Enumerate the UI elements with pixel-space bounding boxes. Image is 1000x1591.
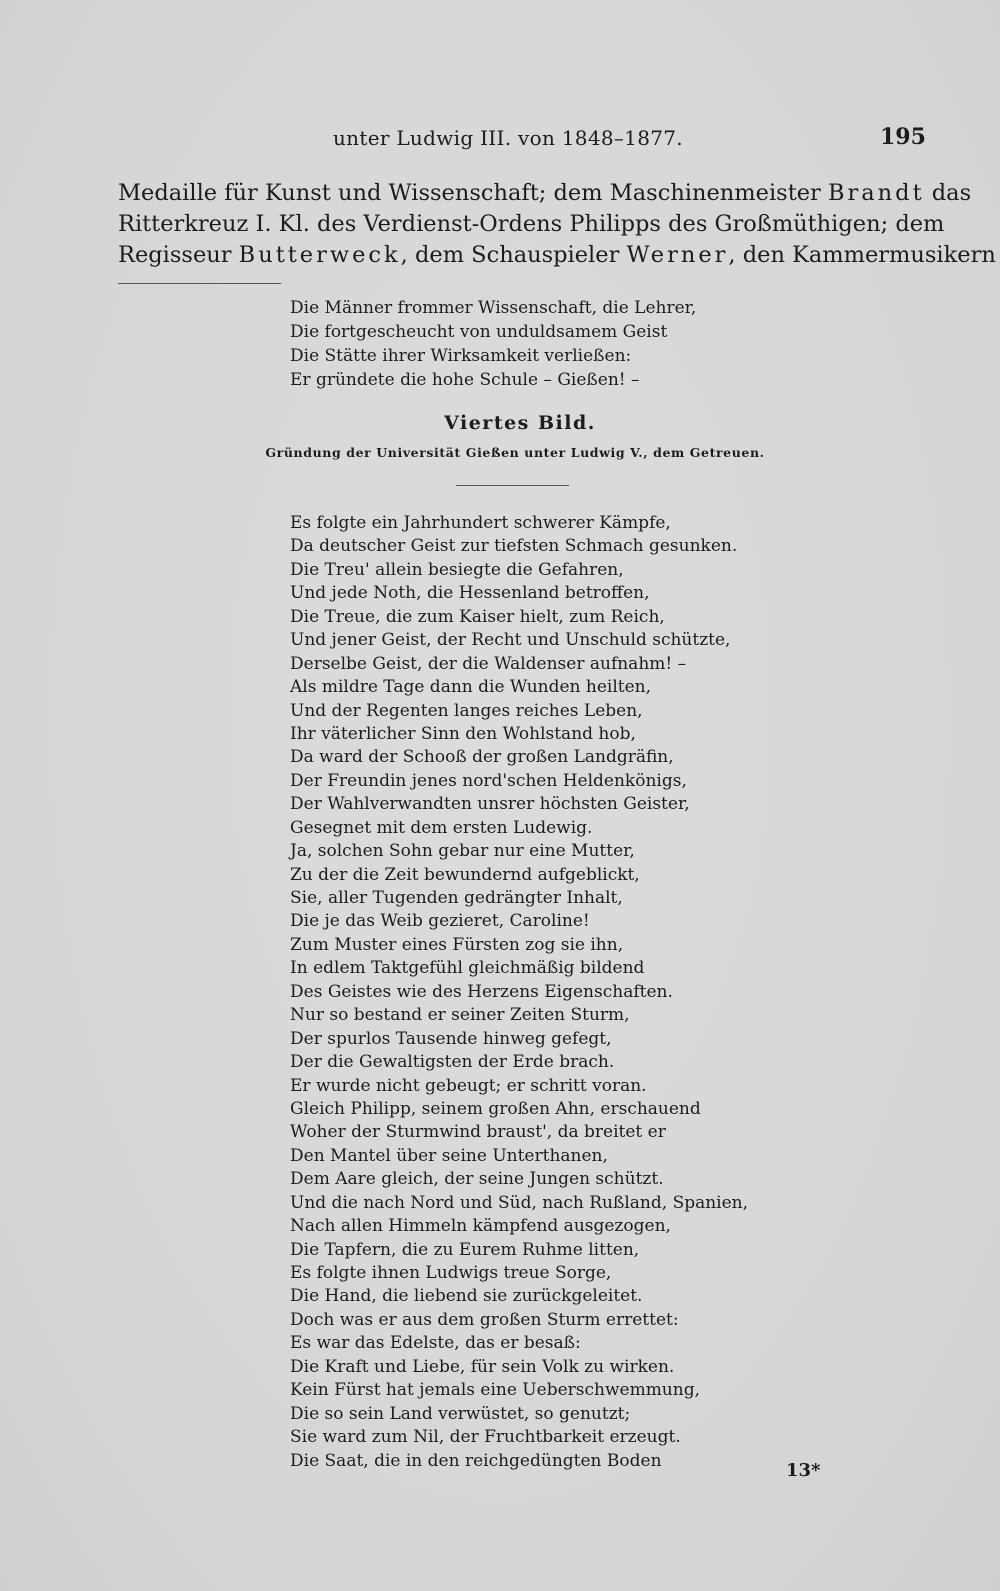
- verse-line: Gesegnet mit dem ersten Ludewig.: [290, 817, 593, 838]
- section-subheading: Gründung der Universität Gießen unter Ludwig V., dem Getreuen.: [265, 445, 765, 460]
- footnote-rule: [118, 283, 281, 284]
- printer-signature: 13*: [786, 1460, 821, 1481]
- verse-line: Es folgte ihnen Ludwigs treue Sorge,: [290, 1263, 612, 1283]
- verse-line: Kein Fürst hat jemals eine Ueberschwemmung,: [290, 1380, 700, 1401]
- page-number: 195: [880, 124, 926, 150]
- verse-line: Den Mantel über seine Unterthanen,: [290, 1145, 608, 1166]
- verse-line: Ihr väterlicher Sinn den Wohlstand hob,: [290, 723, 636, 744]
- verse-line: Gleich Philipp, seinem großen Ahn, erschauend: [290, 1098, 701, 1119]
- verse-line: Die je das Weib gezieret, Caroline!: [290, 911, 590, 932]
- verse-line: Sie ward zum Nil, der Fruchtbarkeit erzeugt.: [290, 1427, 681, 1448]
- verse-line: Derselbe Geist, der die Waldenser aufnahm! –: [290, 653, 687, 674]
- prose-text: , den Kammermusikern: [728, 242, 996, 268]
- section-rule: [456, 485, 569, 486]
- verse-line: In edlem Taktgefühl gleichmäßig bildend: [290, 958, 645, 979]
- verse-line: Da deutscher Geist zur tiefsten Schmach gesunken.: [290, 536, 738, 557]
- verse-line: Es war das Edelste, das er besaß:: [290, 1333, 581, 1354]
- verse-line: Des Geistes wie des Herzens Eigenschaften.: [290, 981, 673, 1002]
- verse-line: Nur so bestand er seiner Zeiten Sturm,: [290, 1005, 630, 1026]
- prose-line: [118, 240, 996, 271]
- prose-line: Ritterkreuz I. Kl. des Verdienst-Ordens Philipps des Großmüthigen; dem: [118, 211, 945, 237]
- verse-line: Die Hand, die liebend sie zurückgeleitet.: [290, 1286, 643, 1307]
- verse-line: Die Treu' allein besiegte die Gefahren,: [290, 559, 624, 580]
- verse-line: Er wurde nicht gebeugt; er schritt voran.: [290, 1075, 647, 1096]
- verse-line: Der Freundin jenes nord'schen Heldenkönigs,: [290, 770, 687, 791]
- verse-line: Und jede Noth, die Hessenland betroffen,: [290, 583, 650, 604]
- verse-line: Und der Regenten langes reiches Leben,: [290, 700, 643, 721]
- verse-line: Und jener Geist, der Recht und Unschuld schützte,: [290, 630, 731, 651]
- prose-paragraph: [118, 178, 996, 271]
- verse-line: Die Männer frommer Wissenschaft, die Lehrer,: [290, 298, 697, 318]
- section-heading: Viertes Bild.: [444, 412, 596, 434]
- verse-line: Als mildre Tage dann die Wunden heilten,: [290, 677, 652, 698]
- verse-line: Der die Gewaltigsten der Erde brach.: [290, 1052, 615, 1073]
- running-header: [0, 126, 1000, 156]
- verse-line: Die Tapfern, die zu Eurem Ruhme litten,: [290, 1239, 640, 1260]
- prose-text: das: [924, 180, 972, 206]
- verse-line: Die fortgescheucht von unduldsamem Geist: [290, 322, 668, 342]
- verse-line: Sie, aller Tugenden gedrängter Inhalt,: [290, 888, 623, 908]
- verse-line: Die Kraft und Liebe, für sein Volk zu wirken.: [290, 1356, 675, 1377]
- prose-line: [118, 178, 972, 209]
- verse-block-top: [290, 296, 930, 392]
- verse-line: Ja, solchen Sohn gebar nur eine Mutter,: [290, 841, 635, 862]
- emphasized-name: Werner: [626, 242, 729, 268]
- emphasized-name: Brandt: [827, 180, 925, 206]
- verse-line: Der spurlos Tausende hinweg gefegt,: [290, 1028, 612, 1049]
- verse-line: Zu der die Zeit bewundernd aufgeblickt,: [290, 864, 640, 885]
- verse-line: Doch was er aus dem großen Sturm errettet:: [290, 1309, 679, 1330]
- verse-line: Nach allen Himmeln kämpfend ausgezogen,: [290, 1216, 671, 1237]
- verse-line: Die so sein Land verwüstet, so genutzt;: [290, 1403, 631, 1424]
- verse-line: Und die nach Nord und Süd, nach Rußland, Spanien,: [290, 1192, 749, 1213]
- verse-line: Da ward der Schooß der großen Landgräfin,: [290, 747, 674, 768]
- prose-text: , dem Schauspieler: [400, 242, 627, 268]
- running-title: unter Ludwig III. von 1848–1877.: [333, 126, 683, 150]
- verse-line: Die Saat, die in den reichgedüngten Boden: [290, 1450, 662, 1471]
- prose-text: Medaille für Kunst und Wissenschaft; dem Maschinenmeister: [118, 180, 828, 206]
- verse-line: Die Treue, die zum Kaiser hielt, zum Reich,: [290, 606, 665, 627]
- verse-line: Dem Aare gleich, der seine Jungen schützt.: [290, 1169, 664, 1190]
- verse-block-main: [290, 512, 930, 1473]
- emphasized-name: Butterweck: [238, 242, 401, 268]
- verse-line: Er gründete die hohe Schule – Gießen! –: [290, 370, 640, 390]
- verse-line: Woher der Sturmwind braust', da breitet er: [290, 1122, 666, 1143]
- verse-line: Die Stätte ihrer Wirksamkeit verließen:: [290, 346, 632, 366]
- verse-line: Der Wahlverwandten unsrer höchsten Geister,: [290, 794, 690, 815]
- prose-text: Regisseur: [118, 242, 239, 268]
- verse-line: Es folgte ein Jahrhundert schwerer Kämpfe,: [290, 513, 671, 533]
- verse-line: Zum Muster eines Fürsten zog sie ihn,: [290, 934, 624, 955]
